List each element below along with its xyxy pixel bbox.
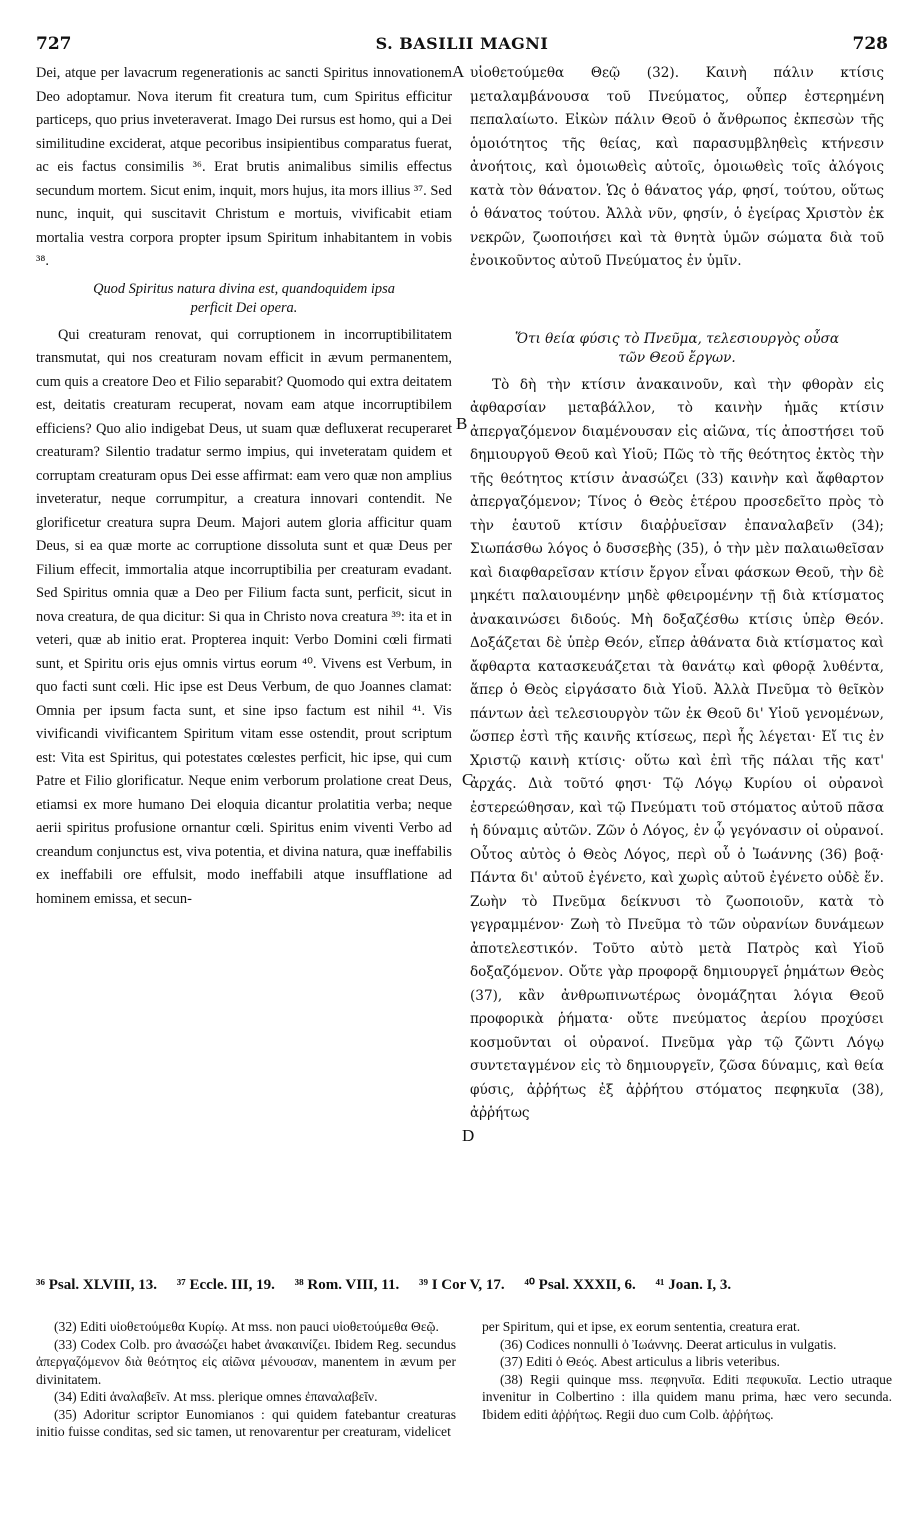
scripture-ref: ⁴⁰ Psal. XXXII, 6.	[524, 1277, 636, 1293]
latin-heading-line-2: perficit Dei opera.	[190, 299, 298, 316]
greek-paragraph-1: υἱοθετούμεθα Θεῷ (32). Καινὴ πάλιν κτίσις μεταλαμβάνουσα τοῦ Πνεύματος, οὗπερ ἐστερημένη πεπαλαίωτο. Εἰκὼν πάλιν Θεοῦ ὁ ἄνθρωπος ἐκπεσὼν τῆς ὁμοιότητος τῆς θείας, καὶ παρασυμβληθεὶς κτήνεσιν ἀνοήτοις, καὶ ὁμοιωθεὶς αὐτοῖς, ὁμοιωθεὶς τοῖς ἀλόγοις κατὰ τὸν θάνατον. Ὡς ὁ θάνατος γάρ, φησί, τούτου, οὕτως ὁ θάνατος τούτου. Ἀλλὰ νῦν, φησίν, ὁ ἐγείρας Χριστὸν ἐκ νεκρῶν, ζωοποιήσει καὶ τὰ θνητὰ ὑμῶν σώματα διὰ τοῦ ἐνοικοῦντος αὐτοῦ Πνεύματος ἐν ὑμῖν.	[470, 65, 884, 269]
page-number-left: 727	[36, 34, 72, 54]
note-33: (33) Codex Colb. pro ἀνασώζει habet ἀνακαινίζει. Ibidem Reg. secundus ἀπεργαζόμενον διὰ θεότητος εἰς αἰῶνα μένουσαν, manentem in ævum per divinitatem.	[36, 1336, 456, 1387]
greek-section-heading	[470, 330, 884, 368]
greek-heading-line-1: Ὅτι θεία φύσις τὸ Πνεῦμα, τελεσιουργὸς οὖσα	[514, 330, 840, 347]
scripture-ref: ³⁹ I Cor V, 17.	[418, 1277, 505, 1293]
running-title: S. BASILII MAGNI	[375, 34, 549, 53]
scripture-ref: ³⁸ Rom. VIII, 11.	[294, 1277, 400, 1293]
scripture-ref: ³⁷ Eccle. III, 19.	[176, 1277, 275, 1293]
note-37: (37) Editi ὁ Θεός. Abest articulus a libris veteribus.	[500, 1354, 780, 1369]
editorial-notes-right	[482, 1318, 892, 1423]
greek-heading-line-2: τῶν Θεοῦ ἔργων.	[618, 349, 736, 366]
latin-column	[36, 62, 452, 911]
margin-marker-a: A	[452, 62, 465, 81]
editorial-notes-left	[36, 1318, 456, 1441]
page-number-right: 728	[852, 34, 888, 54]
note-36: (36) Codices nonnulli ὁ Ἰωάννης. Deerat articulus in vulgatis.	[500, 1336, 837, 1352]
note-32: (32) Editi υἱοθετούμεθα Κυρίῳ. At mss. non pauci υἱοθετούμεθα Θεῷ.	[54, 1319, 439, 1334]
latin-section-heading	[36, 280, 452, 318]
latin-paragraph-2: Qui creaturam renovat, qui corruptionem in incorruptibilitatem transmutat, qui nos creaturam novam efficit in ævum permanentem, cum quis a creatore Deo et Filio separabit? Quomodo qui extra deitatem est, deitatis creaturam recuperat, novam eam atque incorruptibilem efficiens? Quo alio indigebat Deus, ut suam quæ defluxerat recuperaret creaturam? Silentio tradatur sermo impius, qui inveteratam quidem et corruptam creaturam opus Dei esse affirmat: eam vero quæ non amplius inveteratur, neque corrumpitur, a creatura innovari contendit. Ne glorificetur creatura supra Deum. Majori autem gloria afficitur quam Deus, si ea quæ morte ac corruptione dissoluta sunt et quæ Deus per Filium effecit, immortalia atque incorruptibilia per creaturam evadant. Sed Spiritus omnia quæ a Deo per Filium facta sunt, perficit, sicut in nova creatura, de qua dicitur: Si qua in Christo nova creatura ³⁹: ita et in veteri, quæ ab initio erat. Propterea inquit: Verbo Domini cœli firmati sunt, et Spiritu oris ejus omnis virtus eorum ⁴⁰. Vivens est Verbum, in quo facti sunt cœli. Hic ipse est Deus Verbum, de quo Joannes clamat: Omnia per ipsum facta sunt, et sine ipso factum est nihil ⁴¹. Vis vivificandi vivificantem Spiritum vitam esse ostendit, prout scriptum est: Vita est Spiritus, qui potestates cœlestes perficit, hic ipse, qui cum Patre et Filio glorificatur. Neque enim verborum prolatione creat Deus, etiamsi ex more humano Dei eloquia dicantur prolatitia verba; neque aerii spiritus profusione ornantur cœli. Spiritus enim viventi Verbo ad creandum conjunctus est, viva potentia, et divina natura, quæ ineffabilis ex ineffabili ore effulsit, modo ineffabili atque insufflatione ad hominem emissa, et secun-	[36, 326, 452, 907]
scripture-ref: ³⁶ Psal. XLVIII, 13.	[36, 1277, 157, 1293]
margin-marker-b: B	[456, 414, 468, 433]
latin-heading-line-1: Quod Spiritus natura divina est, quandoquidem ipsa	[93, 280, 395, 297]
greek-column	[470, 62, 884, 1126]
note-38: (38) Regii quinque mss. πεφηνυῖα. Editi πεφυκυῖα. Lectio utraque invenitur in Colbertino : illa quidem manu prima, hæc vero secunda. Ibidem editi ἀῤῥήτως. Regii duo cum Colb. ἀῤῥήτως.	[482, 1371, 892, 1422]
note-34: (34) Editi ἀναλαβεῖν. At mss. plerique omnes ἐπαναλαβεῖν.	[54, 1389, 378, 1404]
margin-marker-d: D	[462, 1126, 475, 1145]
scripture-ref: ⁴¹ Joan. I, 3.	[655, 1277, 732, 1293]
margin-marker-c: C	[462, 770, 474, 789]
note-35-continued: per Spiritum, qui et ipse, ex eorum sententia, creatura erat.	[482, 1319, 801, 1334]
greek-paragraph-2: Τὸ δὴ τὴν κτίσιν ἀνακαινοῦν, καὶ τὴν φθορὰν εἰς ἀφθαρσίαν μεταβάλλον, τὸ καινὴν ἡμᾶς κτίσιν ἀπεργαζόμενον διαμένουσαν εἰς αἰῶνα, τίς ἀποστήσει τοῦ δημιουργοῦ Θεοῦ καὶ Υἱοῦ; Πῶς τὸ τῆς θεότητος ἐκτὸς τὴν τῆς θεότητος κτίσιν ἀνασώζει (33) καινὴν καὶ ἄφθαρτον ἀπεργαζόμενον; Τίνος ὁ Θεὸς ἑτέρου προσεδεῖτο πρὸς τὸ τὴν ἑαυτοῦ κτίσιν διαῤῥυεῖσαν ἐπαναλαβεῖν (34); Σιωπάσθω λόγος ὁ δυσσεβὴς (35), ὁ τὴν μὲν παλαιωθεῖσαν καὶ διαφθαρεῖσαν κτίσιν ἔργον εἶναι φάσκων Θεοῦ, τὴν δὲ μηκέτι παλαιουμένην μηδὲ φθειρομένην τῇ διὰ κτίσματος ἀνακαινώσει διδούς. Μὴ δοξαζέσθω κτίσις ὑπὲρ Θεόν. Δοξάζεται δὲ ὑπὲρ Θεόν, εἴπερ ἀθάνατα διὰ κτίσματος καὶ ἄφθαρτα κατασκευάζεται τὰ θανάτῳ καὶ φθορᾷ λυθέντα, ἅπερ ὁ Θεὸς εἰργάσατο διὰ Υἱοῦ. Ἀλλὰ Πνεῦμα τὸ θεῖκὸν πάντων ἀεὶ τελεσιουργὸν τῶν ἐκ Θεοῦ δι' Υἱοῦ γενομένων, ὥσπερ ἐστὶ τῆς καινῆς κτίσεως, περὶ ἧς λέγεται· Εἴ τις ἐν Χριστῷ καινὴ κτίσις· οὕτω καὶ ἐπὶ τῆς πάλαι τῆς κατ' ἀρχάς. Διὰ τοῦτό φησι· Τῷ Λόγῳ Κυρίου οἱ οὐρανοὶ ἐστερεώθησαν, καὶ τῷ Πνεύματι τοῦ στόματος αὐτοῦ πᾶσα ἡ δύναμις αὐτῶν. Ζῶν ὁ Λόγος, ἐν ᾧ γεγόνασιν οἱ οὐρανοί. Οὗτος αὐτὸς ὁ Θεὸς Λόγος, περὶ οὗ ὁ Ἰωάννης (36) βοᾷ· Πάντα δι' αὐτοῦ ἐγένετο, καὶ χωρὶς αὐτοῦ ἐγένετο οὐδὲ ἕν. Ζωὴν τὸ Πνεῦμα δείκνυσι τὸ ζωοποιοῦν, κατὰ τὸ γεγραμμένον· Ζωὴ τὸ Πνεῦμα τὸ τῶν οὐρανίων δυνάμεων ἀποτελεστικόν. Τοῦτο αὐτὸ μετὰ Πατρὸς καὶ Υἱοῦ δοξαζόμενον. Οὔτε γὰρ προφορᾷ δημιουργεῖ ῥημάτων Θεὸς (37), κἂν ἀνθρωπινωτέρως ὀνομάζηται λόγια Θεοῦ προφορικὰ ῥήματα· οὔτε πνεύματος ἀερίου προχύσει κοσμοῦνται οἱ οὐρανοί. Πνεῦμα γὰρ τῷ ζῶντι Λόγῳ συντεταγμένον εἰς τὸ δημιουργεῖν, ζῶσα δύναμις, καὶ θεία φύσις, ἀῤῥήτως ἐξ ἀῤῥήτου στόματος πεφηκυῖα (38), ἀῤῥήτως	[470, 376, 884, 1121]
latin-paragraph-1: Dei, atque per lavacrum regenerationis ac sancti Spiritus innovationem Deo adoptamur. Nova iterum fit creatura tum, cum Spiritus efficitur particeps, quo prius inveteraverat. Imago Dei rursus est homo, qui a Dei similitudine exciderat, atque pecoribus insipientibus comparatus fuerat, ac eis factus consimilis ³⁶. Erat brutis animalibus similis effectus secundum mortem. Sicut enim, inquit, mors hujus, ita mors illius ³⁷. Sed nunc, inquit, qui suscitavit Christum e mortuis, vivificabit etiam mortalia vestra corpora propter ipsum Spiritum inhabitantem in vobis ³⁸.	[36, 65, 452, 269]
running-header	[36, 34, 888, 56]
scripture-references	[36, 1276, 892, 1295]
note-35: (35) Adoritur scriptor Eunomianos : qui quidem fatebantur creaturas initio fuisse conditas, sed sic tamen, ut renovarentur per creaturam, videlicet	[36, 1406, 456, 1439]
